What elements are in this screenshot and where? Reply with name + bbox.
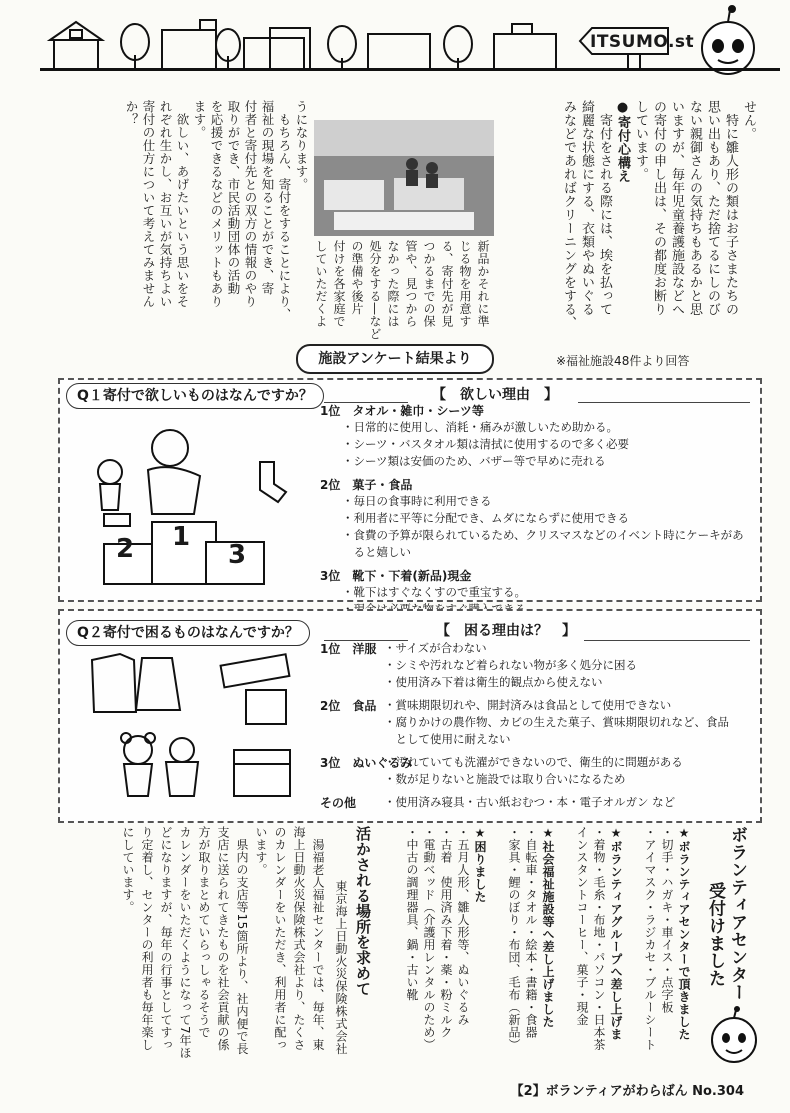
article-column: を応援できるなどのメリットもあり [209, 100, 224, 308]
sidebar-column: どになりますが、毎年の行事としてすっ [159, 826, 173, 1051]
rank-label: 1位 洋服 [320, 642, 377, 656]
article-column: 寄付の仕方について考えてみません [141, 100, 156, 308]
article-column: の寄付の申し出は、その都度お断り [651, 100, 666, 316]
clothes-icon [92, 654, 180, 712]
volunteer-heading: 受付けました [705, 882, 725, 987]
article-column: 取りができ、市民活動団体の活動 [226, 100, 241, 295]
article-column: 処分をする―など [368, 240, 382, 340]
reason-text: ・シーツ・バスタオル類は清拭に使用するので多く必要 [342, 437, 630, 451]
article-column: 欲しい、あげたいという思いをそ [175, 100, 190, 308]
sidebar-column: 湯福老人福祉センターでは、毎年、東 [311, 838, 325, 1051]
organ-icon [234, 750, 290, 796]
sidebar-column: り定着し、センターの利用者も毎年楽し [140, 826, 154, 1051]
rank-label: 1位 タオル・雑巾・シーツ等 [320, 404, 484, 418]
tree-icon [444, 26, 472, 70]
child-icon [98, 460, 122, 510]
volunteer-column: ・五月人形、雛人形等、ぬいぐるみ [456, 826, 470, 1026]
reason-text: ・シミや汚れなど着られない物が多く処分に困る [384, 658, 637, 672]
volunteer-column: ・自転車・タオル・絵本・書籍・食器 [524, 826, 538, 1039]
article-column: 特に雛人形の類はお子さまたちの [723, 100, 738, 316]
child-icon [148, 430, 200, 514]
sidebar-column: います。 [254, 826, 268, 876]
tree-icon [216, 29, 240, 70]
volunteer-heading: ボランティアセンター [727, 826, 747, 1001]
volunteer-column: ・電動ベッド（介護用レンタルのため） [422, 826, 436, 1051]
article-column: いますが、毎年児童養護施設などへ [669, 100, 684, 316]
article-column: 新品かそれに準 [476, 240, 490, 328]
article-column: みなどであればクリーニングをする、 [561, 100, 576, 330]
reason-text: ・数が足りないと施設では取り合いになるため [384, 772, 626, 786]
sidebar-heading: 活かされる場所を求めて [354, 826, 372, 997]
cake-icon [104, 514, 130, 526]
reason-text: として使用に耐えない [384, 732, 511, 746]
page-footer: 【2】ボランティアがわらばん No.304 [510, 1084, 744, 1099]
volunteer-column: ・切手・ハガキ・車イス・点字板 [660, 826, 674, 1014]
building-icon [244, 28, 310, 70]
volunteer-column: ★ボランティアセンターで頂きました [677, 826, 691, 1041]
reason-text: ・汚れていても洗濯ができないので、衛生的に問題がある [384, 755, 683, 769]
volunteer-column: ・中古の調理器具、鍋・古い靴 [405, 826, 419, 1001]
article-column: か？ [124, 100, 139, 126]
sidebar-column: のカレンダーをいただき、利用者に配っ [273, 826, 287, 1051]
article-column: 思い出もあり、ただ捨てるにしのび [705, 100, 720, 316]
tree-icon [328, 26, 356, 70]
q1-title: 【 欲しい理由 】 [432, 387, 558, 403]
article-column: じる物を用意す [458, 240, 472, 328]
article-column: なかった際には [386, 240, 400, 328]
sidebar-column: 海上日動火災保険株式会社より、たくさ [292, 826, 306, 1051]
reason-text: ・利用者に平等に分配でき、ムダにならずに使用できる [342, 511, 630, 525]
volunteer-column: ・古着 使用済み下着・薬・粉ミルク [439, 826, 453, 1039]
volunteer-column [625, 826, 642, 1052]
q1-label: Q１寄付で欲しいものはなんですか？ [66, 383, 324, 409]
article-column: ます。 [192, 100, 207, 139]
rank-label: その他 [320, 796, 357, 810]
reason-text: ・靴下はすぐなくすので重宝する。 [342, 585, 526, 599]
q2-title: 【 困る理由は？ 】 [436, 623, 576, 639]
sidebar-subheading: 東京海上日動火災保険株式会社 [334, 880, 348, 1055]
reason-text: ・使用済み下着は衛生的観点から使えない [384, 675, 603, 689]
article-column: しています。 [633, 100, 648, 181]
sidebar-column: 県内の支店等15箇所より、社内便で長 [235, 838, 249, 1055]
donation-photo [314, 120, 494, 236]
sidebar-column: にしています。 [121, 826, 135, 914]
volunteer-column: ★ボランティアグループへ差し上げま [609, 826, 623, 1041]
reason-text: ・シーツ類は安価のため、バザー等で早めに売れる [342, 454, 606, 468]
divider [584, 640, 750, 641]
reason-text: ・食費の予算が限られているため、クリスマスなどのイベント時にケーキがあ [342, 528, 744, 542]
podium-2: 2 [116, 534, 135, 564]
doll-icon [166, 738, 198, 796]
teddy-bear-icon [121, 733, 155, 796]
article-column: もちろん、寄付をすることにより、 [277, 100, 292, 321]
building-icon [368, 34, 430, 70]
article-column: 綺麗な状態にする、衣類やぬいぐる [579, 100, 594, 316]
mascot-icon [704, 1006, 764, 1070]
q2-illustration [82, 650, 302, 810]
article-column: ●寄付心構え [615, 100, 630, 183]
rank-label: 2位 菓子・食品 [320, 478, 413, 492]
volunteer-column [489, 826, 506, 1052]
article-column: ない親御さんの気持ちもあるかと思 [687, 100, 702, 316]
rank-label: 2位 食品 [320, 699, 377, 713]
divider [578, 402, 750, 403]
header-rule [40, 68, 780, 71]
article-column: していただくよ [314, 240, 328, 328]
reason-text: ・毎日の食事時に利用できる [342, 494, 492, 508]
tree-icon [121, 24, 149, 70]
sidebar-column: 支店に送られてきたものを社会貢献の係 [216, 826, 230, 1051]
article-column: うになります。 [294, 100, 309, 191]
reason-text: ・サイズが合わない [384, 641, 487, 655]
reason-text: ・使用済み寝具・古い紙おむつ・本・電子オルガン など [384, 795, 676, 809]
reason-text: ると嬉しい [342, 545, 411, 559]
building-icon [50, 22, 102, 70]
sidebar-column: カレンダーをいただくようになって7年ほ [178, 826, 192, 1060]
rank-label: 3位 靴下・下着(新品)現金 [320, 569, 472, 583]
building-icon [162, 20, 216, 70]
article-column: 付者と寄付先との双方の情報のやり [243, 100, 258, 308]
volunteer-column: インスタントコーヒー、菓子・現金 [575, 826, 589, 1026]
street-sign-label: ITSUMO.st [590, 32, 695, 52]
q2-label: Q２寄付で困るものはなんですか？ [66, 620, 310, 646]
reason-text: ・腐りかけの農作物、カビの生えた菓子、賞味期限切れなど、食品 [384, 715, 729, 729]
article-column: の準備や後片 [350, 240, 364, 315]
volunteer-column: ★困りました [473, 826, 487, 903]
article-column: 付けを各家庭で [332, 240, 346, 328]
reason-text: ・日常的に使用し、消耗・痛みが激しいため助かる。 [342, 420, 618, 434]
rank-label: 3位 ぬいぐるみ [320, 756, 413, 770]
sock-icon [260, 462, 286, 502]
article-column: せん。 [741, 100, 756, 141]
survey-banner: 施設アンケート結果より [296, 344, 494, 374]
article-column: 福祉の現場を知ることができ、寄 [260, 100, 275, 295]
volunteer-column: ・家具・鯉のぼり・布団、毛布（新品） [507, 826, 521, 1051]
article-column: 管や、見つから [404, 240, 418, 328]
sidebar-column: 方が取りまとめていらっしゃるそうで [197, 826, 211, 1039]
article-column: 寄付をされる際には、埃を払って [597, 100, 612, 316]
snack-box-icon [221, 654, 290, 724]
survey-note: ※福祉施設48件より回答 [556, 354, 690, 368]
article-column: れぞれ生かし、お互いが気持ちよい [158, 100, 173, 308]
podium-3: 3 [228, 540, 247, 570]
volunteer-column: ・着物・毛糸・布地・パソコン・日本茶 [592, 826, 606, 1051]
volunteer-column: ★社会福祉施設等へ差し上げました [541, 826, 555, 1028]
mascot-icon [702, 6, 754, 74]
building-icon [494, 24, 556, 70]
article-column: つかるまでの保 [422, 240, 436, 328]
volunteer-column: ・アイマスク・ラジカセ・ブルーシート [643, 826, 657, 1051]
reason-text: ・賞味期限切れや、開封済みは食品として使用できない [384, 698, 672, 712]
volunteer-column [557, 826, 574, 1052]
podium-1: 1 [172, 522, 191, 552]
article-column: る、寄付先が見 [440, 240, 454, 328]
